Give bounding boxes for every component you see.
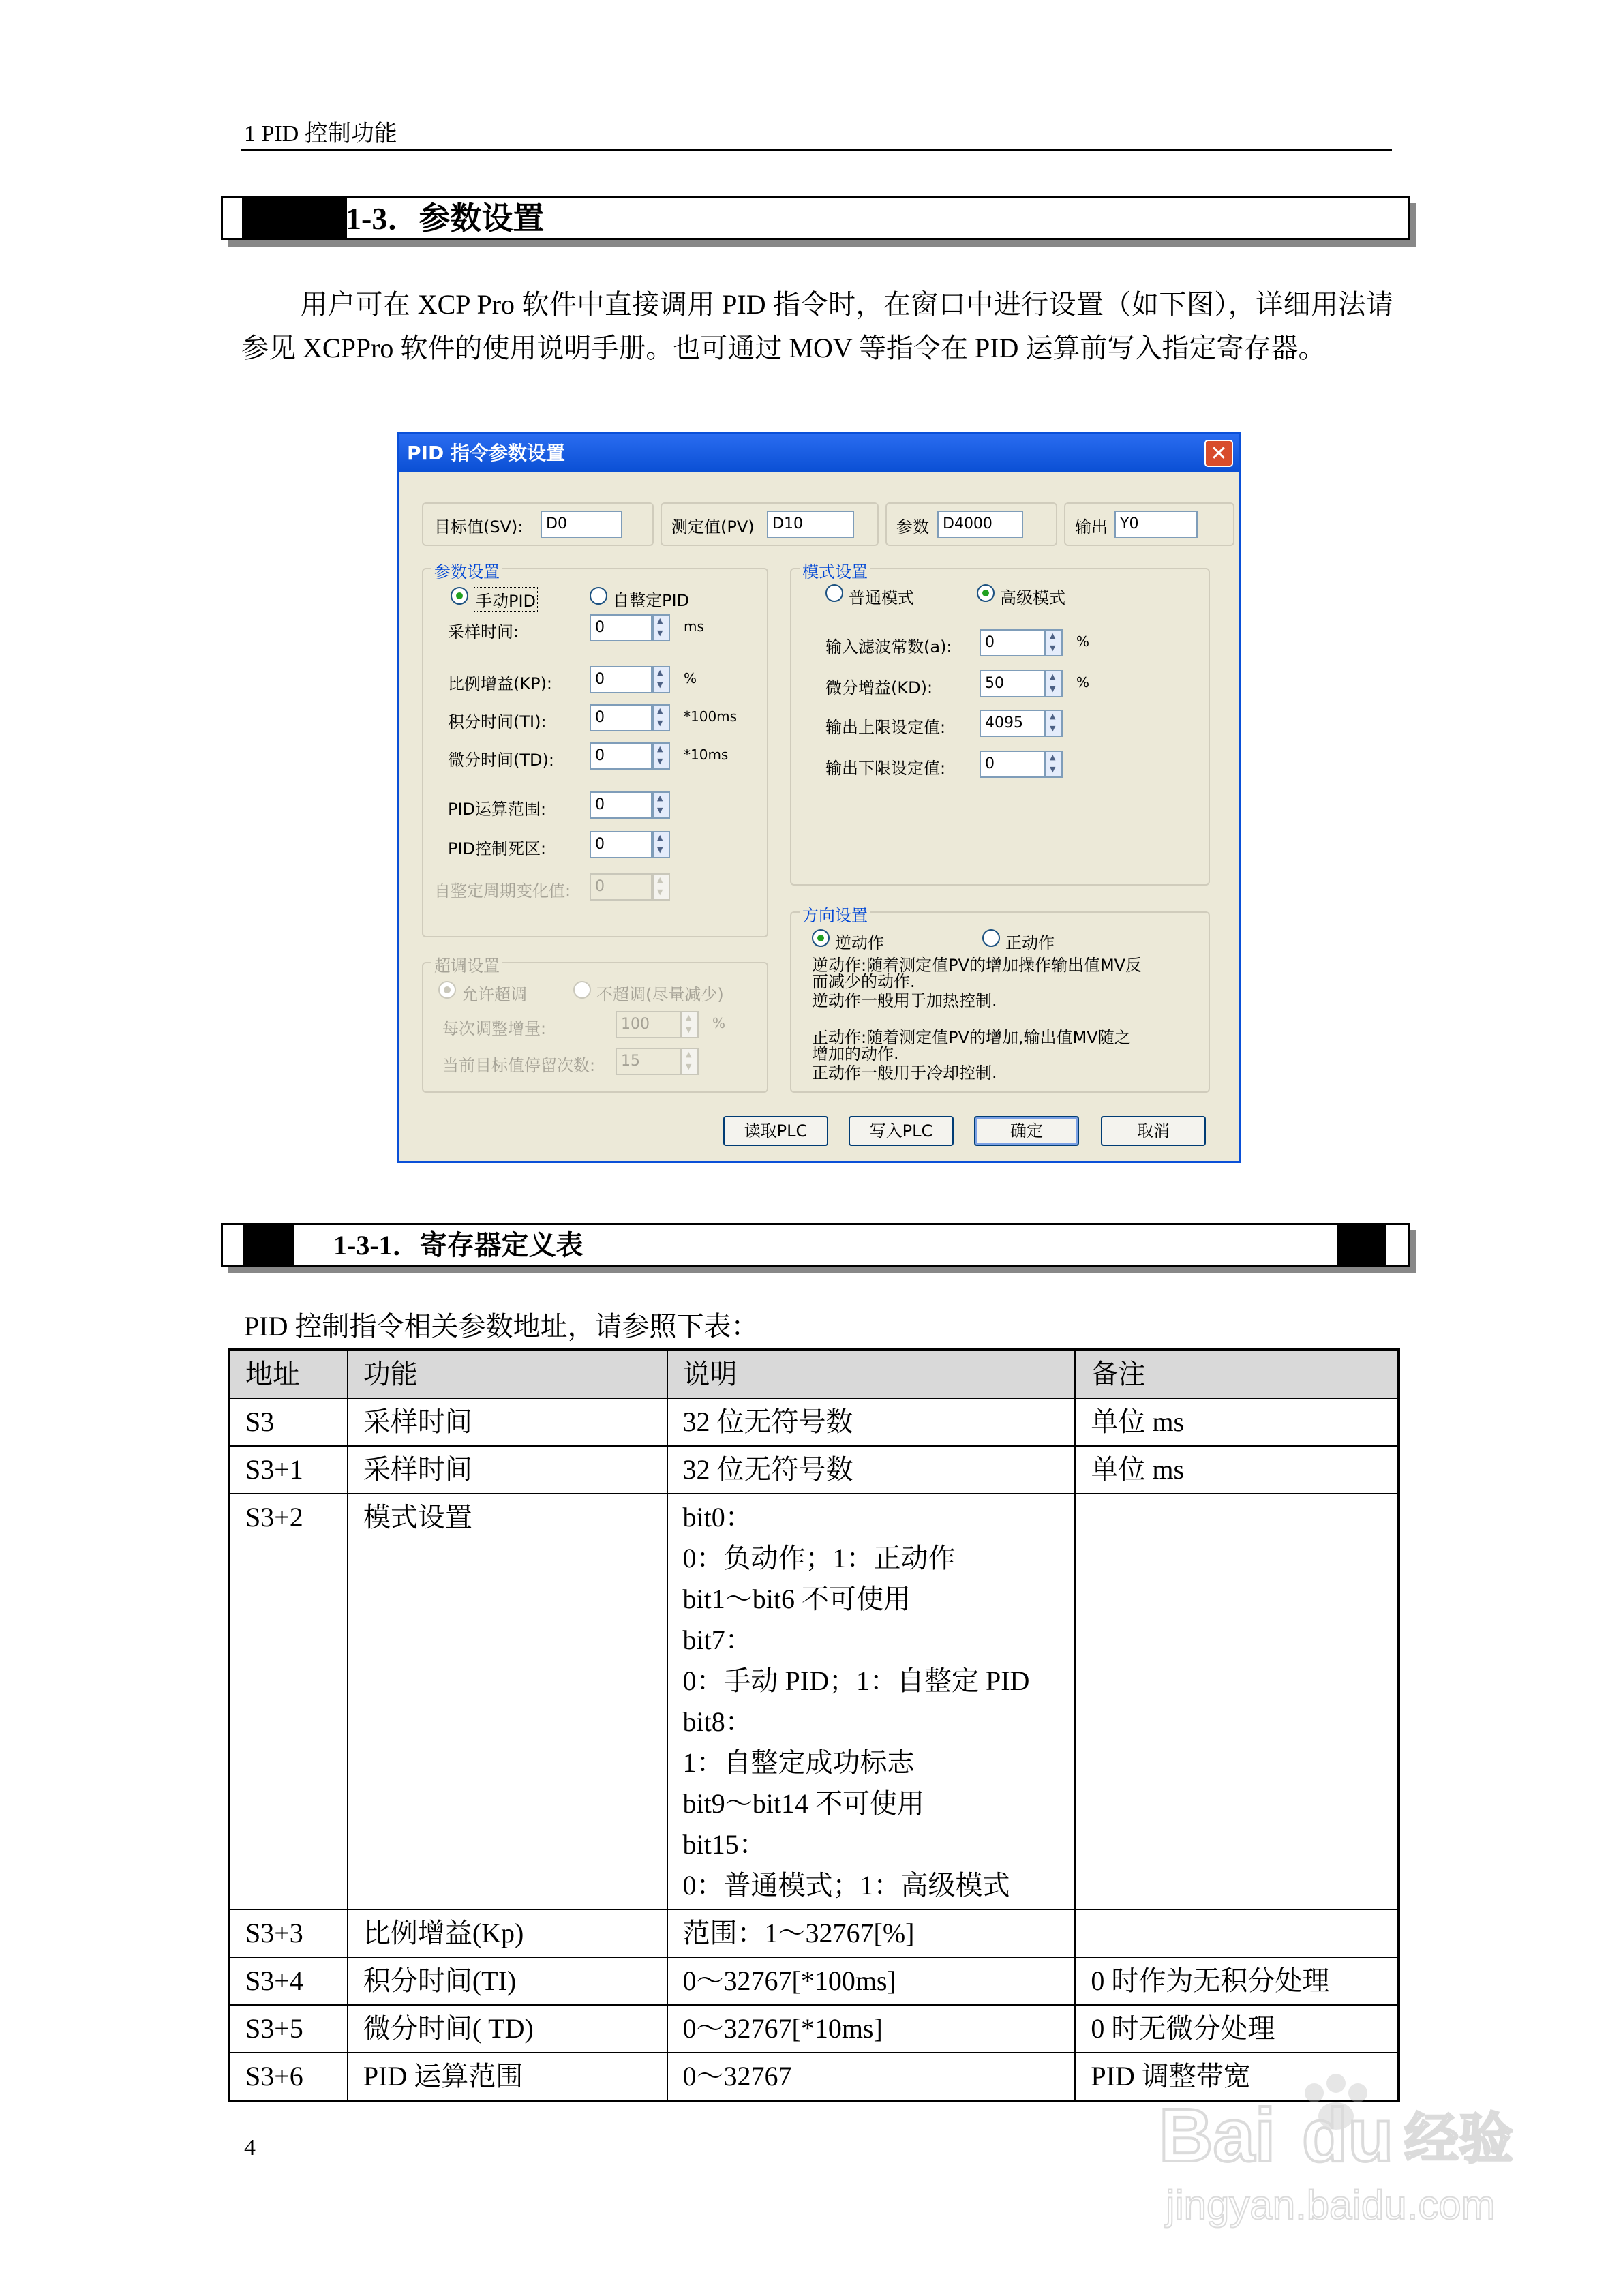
stay-count-input: 15 <box>616 1048 681 1075</box>
dialog-title: PID 指令参数设置 <box>407 442 565 464</box>
cell-function: 积分时间(TI) <box>348 1957 667 2005</box>
direction-legend: 方向设置 <box>800 902 870 926</box>
cell-address: S3+6 <box>229 2053 348 2101</box>
mode-settings-legend: 模式设置 <box>800 558 870 582</box>
table-row <box>229 1909 1399 1957</box>
cancel-button[interactable]: 取消 <box>1101 1116 1206 1146</box>
param-addr-input[interactable]: D4000 <box>937 511 1023 538</box>
cell-description: 0～32767[*10ms] <box>667 2005 1076 2053</box>
svg-text:Bai: Bai <box>1159 2094 1276 2177</box>
td-label: 微分时间(TD): <box>448 751 554 770</box>
param-addr-label: 参数 <box>896 517 929 537</box>
table-row <box>229 1446 1399 1494</box>
td-spinner[interactable] <box>652 742 670 770</box>
desc-line: bit8： <box>682 1706 753 1737</box>
normal-mode-radio[interactable] <box>825 584 843 602</box>
cell-description: 0～32767 <box>667 2053 1076 2101</box>
forward-action-label: 正动作 <box>1005 933 1055 952</box>
table-row <box>229 1398 1399 1446</box>
cell-function: 比例增益(Kp) <box>348 1909 667 1957</box>
desc-line: 1：自整定成功标志 <box>682 1747 915 1778</box>
baidu-watermark-logo <box>1145 2059 1527 2236</box>
cell-address: S3+4 <box>229 1957 348 2005</box>
kp-input[interactable]: 0 <box>590 666 652 693</box>
cell-description: 32 位无符号数 <box>667 1446 1076 1494</box>
pid-range-input[interactable]: 0 <box>590 791 652 819</box>
pv-label: 测定值(PV) <box>671 517 755 537</box>
table-row <box>229 1494 1399 1909</box>
pid-range-spinner[interactable] <box>652 791 670 819</box>
increment-label: 每次调整增量: <box>442 1019 547 1038</box>
upper-limit-input[interactable]: 4095 <box>980 710 1045 737</box>
sample-time-unit: ms <box>684 618 704 635</box>
increment-input: 100 <box>616 1011 681 1038</box>
svg-text:du: du <box>1302 2094 1394 2177</box>
subsection-heading-block-right <box>1337 1225 1386 1265</box>
header-rule <box>241 149 1392 151</box>
svg-text:经验: 经验 <box>1404 2107 1513 2171</box>
increment-spinner <box>681 1011 699 1038</box>
header-address: 地址 <box>229 1350 348 1398</box>
cycle-change-spinner <box>652 873 670 901</box>
desc-line: bit0： <box>682 1502 753 1532</box>
ti-unit: *100ms <box>684 708 738 725</box>
desc-line: bit9～bit14 不可使用 <box>682 1788 924 1819</box>
sv-input[interactable]: D0 <box>541 511 622 538</box>
cell-note: 0 时无微分处理 <box>1075 2005 1399 2053</box>
kd-input[interactable]: 50 <box>980 670 1045 697</box>
desc-line: bit15： <box>682 1829 766 1860</box>
forward-action-radio[interactable] <box>982 929 1000 947</box>
sample-time-spinner[interactable] <box>652 614 670 641</box>
reverse-action-radio[interactable] <box>812 929 830 947</box>
td-unit: *10ms <box>684 746 729 763</box>
cycle-change-input: 0 <box>590 873 652 901</box>
cell-note <box>1075 1494 1399 1909</box>
sv-label: 目标值(SV): <box>434 517 524 537</box>
auto-pid-radio[interactable] <box>590 587 607 605</box>
output-input[interactable]: Y0 <box>1114 511 1198 538</box>
reverse-desc-3: 逆动作一般用于加热控制. <box>812 991 997 1010</box>
dialog-title-bar <box>399 434 1239 472</box>
desc-line: 0：手动 PID；1：自整定 PID <box>682 1665 1030 1696</box>
header-function: 功能 <box>348 1350 667 1398</box>
lower-limit-spinner[interactable] <box>1045 751 1063 778</box>
section-title: 1-3．参数设置 <box>346 201 545 236</box>
subsection-heading-bar <box>221 1223 1410 1267</box>
advanced-mode-label: 高级模式 <box>1000 588 1065 607</box>
cell-function: 采样时间 <box>348 1446 667 1494</box>
overshoot-legend: 超调设置 <box>431 952 502 976</box>
stay-count-label: 当前目标值停留次数: <box>442 1056 596 1075</box>
filter-input[interactable]: 0 <box>980 629 1045 656</box>
cell-function: 微分时间( TD) <box>348 2005 667 2053</box>
header-description: 说明 <box>667 1350 1076 1398</box>
normal-mode-label: 普通模式 <box>849 588 914 607</box>
cell-address: S3+2 <box>229 1494 348 1909</box>
close-icon[interactable]: ✕ <box>1204 440 1233 467</box>
pid-parameter-dialog <box>397 432 1241 1163</box>
td-input[interactable]: 0 <box>590 742 652 770</box>
cell-note: 0 时作为无积分处理 <box>1075 1957 1399 2005</box>
cell-note: PID 调整带宽 <box>1075 2053 1399 2101</box>
pv-input[interactable]: D10 <box>767 511 854 538</box>
read-plc-button[interactable]: 读取PLC <box>723 1116 828 1146</box>
cell-address: S3+3 <box>229 1909 348 1957</box>
page-number: 4 <box>244 2135 256 2160</box>
cell-description: 范围：1～32767[%] <box>667 1909 1076 1957</box>
table-row <box>229 2005 1399 2053</box>
table-header-row <box>229 1350 1399 1398</box>
manual-pid-radio[interactable] <box>451 587 468 605</box>
kp-spinner[interactable] <box>652 666 670 693</box>
param-settings-legend: 参数设置 <box>431 558 502 582</box>
desc-line: 0：普通模式；1：高级模式 <box>682 1870 1010 1901</box>
manual-pid-label: 手动PID <box>474 587 538 612</box>
no-overshoot-radio <box>573 981 591 999</box>
kd-spinner[interactable] <box>1045 670 1063 697</box>
cell-function: 采样时间 <box>348 1398 667 1446</box>
lower-limit-input[interactable]: 0 <box>980 751 1045 778</box>
no-overshoot-label: 不超调(尽量减少) <box>596 985 724 1004</box>
subsection-heading-block-left <box>243 1225 294 1265</box>
output-label: 输出 <box>1075 517 1108 537</box>
kp-label: 比例增益(KP): <box>448 674 553 693</box>
allow-overshoot-label: 允许超调 <box>461 985 527 1004</box>
section-heading-bar <box>221 196 1410 240</box>
ti-input[interactable]: 0 <box>590 704 652 731</box>
pid-range-label: PID运算范围: <box>448 800 547 819</box>
ok-button[interactable]: 确定 <box>974 1116 1079 1146</box>
lower-limit-label: 输出下限设定值: <box>825 759 946 778</box>
upper-limit-spinner[interactable] <box>1045 710 1063 737</box>
cell-address: S3+1 <box>229 1446 348 1494</box>
intro-paragraph <box>241 283 1393 370</box>
kd-unit: % <box>1076 674 1090 691</box>
forward-desc-1: 正动作:随着测定值PV的增加,输出值MV随之 <box>812 1028 1131 1047</box>
reverse-desc-2: 而减少的动作. <box>812 972 915 991</box>
write-plc-button[interactable]: 写入PLC <box>849 1116 954 1146</box>
filter-unit: % <box>1076 633 1090 650</box>
allow-overshoot-radio <box>438 981 456 999</box>
header-note: 备注 <box>1075 1350 1399 1398</box>
cell-description: 0～32767[*100ms] <box>667 1957 1076 2005</box>
reverse-action-label: 逆动作 <box>835 933 884 952</box>
upper-limit-label: 输出上限设定值: <box>825 718 946 737</box>
reverse-desc-1: 逆动作:随着测定值PV的增加操作输出值MV反 <box>812 956 1142 975</box>
stay-count-spinner <box>681 1048 699 1075</box>
cell-note: 单位 ms <box>1075 1446 1399 1494</box>
increment-unit: % <box>712 1015 726 1031</box>
section-heading-block <box>242 198 347 238</box>
cell-function: 模式设置 <box>348 1494 667 1909</box>
kd-label: 微分增益(KD): <box>825 678 933 697</box>
sample-time-input[interactable]: 0 <box>590 614 652 641</box>
auto-pid-label: 自整定PID <box>613 591 690 610</box>
advanced-mode-radio[interactable] <box>977 584 995 602</box>
desc-line: bit7： <box>682 1625 753 1655</box>
desc-line: bit1～bit6 不可使用 <box>682 1584 911 1614</box>
register-table <box>228 1348 1400 2102</box>
cell-note: 单位 ms <box>1075 1398 1399 1446</box>
table-intro: PID 控制指令相关参数地址，请参照下表： <box>244 1311 759 1342</box>
dead-zone-spinner[interactable] <box>652 831 670 858</box>
cell-address: S3 <box>229 1398 348 1446</box>
forward-desc-2: 增加的动作. <box>812 1044 899 1063</box>
cell-description <box>667 1494 1076 1909</box>
filter-spinner[interactable] <box>1045 629 1063 656</box>
ti-label: 积分时间(TI): <box>448 712 547 731</box>
forward-desc-3: 正动作一般用于冷却控制. <box>812 1063 997 1083</box>
cycle-change-label: 自整定周期变化值: <box>434 881 571 901</box>
filter-label: 输入滤波常数(a): <box>825 637 952 656</box>
subsection-title: 1-3-1．寄存器定义表 <box>333 1230 583 1260</box>
svg-text:jingyan.baidu.com: jingyan.baidu.com <box>1166 2182 1496 2228</box>
dead-zone-input[interactable]: 0 <box>590 831 652 858</box>
intro-text: 用户可在 XCP Pro 软件中直接调用 PID 指令时，在窗口中进行设置（如下图），详细用法请参见 XCPPro 软件的使用说明手册。也可通过 MOV 等指令在 PID 运算前写入指定寄存器。 <box>241 289 1393 363</box>
kp-unit: % <box>684 670 697 686</box>
sample-time-label: 采样时间: <box>448 622 519 641</box>
cell-function: PID 运算范围 <box>348 2053 667 2101</box>
dead-zone-label: PID控制死区: <box>448 839 547 858</box>
ti-spinner[interactable] <box>652 704 670 731</box>
cell-address: S3+5 <box>229 2005 348 2053</box>
cell-description: 32 位无符号数 <box>667 1398 1076 1446</box>
desc-line: 0：负动作；1：正动作 <box>682 1543 956 1573</box>
running-header: 1 PID 控制功能 <box>244 121 397 147</box>
cell-note <box>1075 1909 1399 1957</box>
table-row <box>229 1957 1399 2005</box>
